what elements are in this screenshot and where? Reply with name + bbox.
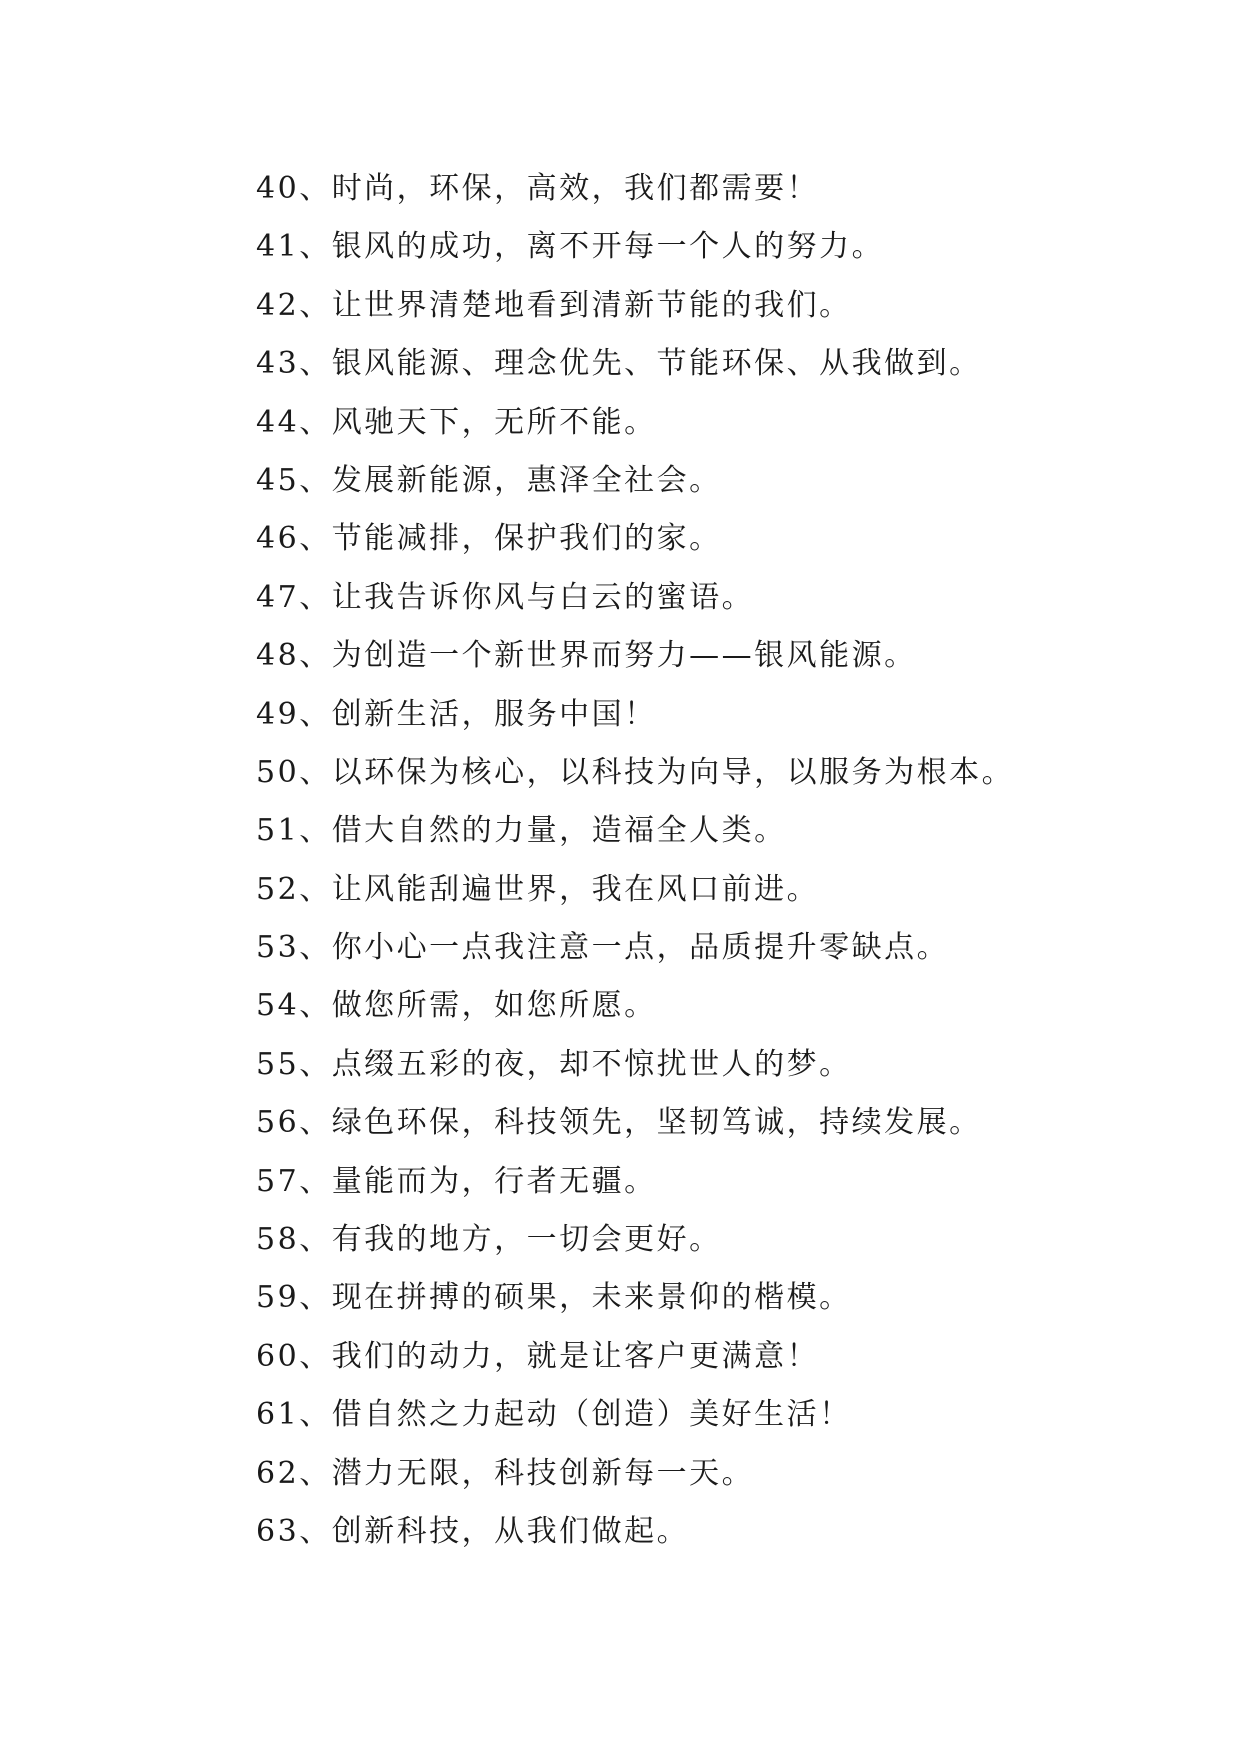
slogan-separator: 、 <box>299 988 332 1024</box>
slogan-text: 为创造一个新世界而努力——银风能源。 <box>331 638 917 674</box>
slogan-separator: 、 <box>299 930 332 966</box>
list-item <box>256 744 1014 802</box>
slogan-number: 63 <box>256 1513 300 1549</box>
slogan-text: 你小心一点我注意一点，品质提升零缺点。 <box>331 930 950 966</box>
list-item <box>256 160 1014 218</box>
slogan-text: 点缀五彩的夜，却不惊扰世人的梦。 <box>331 1046 852 1082</box>
slogan-number: 43 <box>256 346 300 382</box>
slogan-text: 银风能源、理念优先、节能环保、从我做到。 <box>331 346 982 382</box>
slogan-text: 让风能刮遍世界，我在风口前进。 <box>331 871 820 907</box>
list-item <box>256 277 1014 335</box>
list-item <box>256 1036 1014 1094</box>
list-item <box>256 394 1014 452</box>
list-item <box>256 510 1014 568</box>
list-item <box>256 1269 1014 1327</box>
slogan-separator: 、 <box>299 287 332 323</box>
slogan-number: 51 <box>256 813 300 849</box>
slogan-text: 创新生活，服务中国！ <box>331 696 657 732</box>
slogan-text: 让世界清楚地看到清新节能的我们。 <box>331 287 852 323</box>
slogan-separator: 、 <box>299 171 332 206</box>
slogan-text: 发展新能源，惠泽全社会。 <box>331 462 722 498</box>
slogan-separator: 、 <box>299 1163 332 1199</box>
list-item <box>256 1211 1014 1269</box>
slogan-number: 53 <box>256 930 300 966</box>
list-item <box>256 977 1014 1035</box>
slogan-number: 47 <box>256 579 300 615</box>
list-item <box>256 1328 1014 1386</box>
slogan-text: 银风的成功，离不开每一个人的努力。 <box>331 229 885 265</box>
slogan-number: 60 <box>256 1338 300 1374</box>
list-item <box>256 627 1014 685</box>
slogan-number: 56 <box>256 1105 300 1141</box>
slogan-text: 以环保为核心，以科技为向导，以服务为根本。 <box>331 754 1015 790</box>
slogan-text: 借自然之力起动（创造）美好生活！ <box>331 1397 852 1433</box>
slogan-text: 创新科技，从我们做起。 <box>331 1513 690 1549</box>
slogan-number: 41 <box>256 229 300 265</box>
slogan-number: 57 <box>256 1163 300 1199</box>
slogan-number: 44 <box>256 404 300 440</box>
slogan-number: 42 <box>256 287 300 323</box>
list-item <box>256 1503 1014 1561</box>
slogan-separator: 、 <box>299 521 332 557</box>
slogan-number: 59 <box>256 1280 300 1316</box>
list-item <box>256 861 1014 919</box>
slogan-separator: 、 <box>299 579 332 615</box>
slogan-separator: 、 <box>299 462 332 498</box>
slogan-text: 潜力无限，科技创新每一天。 <box>331 1455 755 1491</box>
slogan-separator: 、 <box>299 1397 332 1433</box>
slogan-text: 现在拼搏的硕果，未来景仰的楷模。 <box>331 1280 852 1316</box>
slogan-number: 58 <box>256 1222 300 1258</box>
slogan-number: 49 <box>256 696 300 732</box>
slogan-separator: 、 <box>299 1105 332 1141</box>
slogan-separator: 、 <box>299 1513 332 1549</box>
list-item <box>256 919 1014 977</box>
slogan-separator: 、 <box>299 696 332 732</box>
slogan-separator: 、 <box>299 1222 332 1258</box>
list-item <box>256 1153 1014 1211</box>
slogan-text: 做您所需，如您所愿。 <box>331 988 657 1024</box>
slogan-number: 61 <box>256 1397 300 1433</box>
slogan-text: 有我的地方，一切会更好。 <box>331 1222 722 1258</box>
slogan-separator: 、 <box>299 754 332 790</box>
slogan-number: 40 <box>256 171 300 206</box>
slogan-text: 节能减排，保护我们的家。 <box>331 521 722 557</box>
slogan-separator: 、 <box>299 229 332 265</box>
slogan-number: 50 <box>256 754 300 790</box>
slogan-number: 46 <box>256 521 300 557</box>
list-item <box>256 569 1014 627</box>
slogan-text: 量能而为，行者无疆。 <box>331 1163 657 1199</box>
slogan-list <box>256 160 1014 1561</box>
slogan-text: 风驰天下，无所不能。 <box>331 404 657 440</box>
slogan-separator: 、 <box>299 638 332 674</box>
slogan-number: 48 <box>256 638 300 674</box>
slogan-separator: 、 <box>299 1455 332 1491</box>
list-item <box>256 1445 1014 1503</box>
list-item <box>256 218 1014 276</box>
slogan-text: 让我告诉你风与白云的蜜语。 <box>331 579 755 615</box>
slogan-separator: 、 <box>299 871 332 907</box>
list-item <box>256 452 1014 510</box>
slogan-text: 借大自然的力量，造福全人类。 <box>331 813 787 849</box>
slogan-number: 62 <box>256 1455 300 1491</box>
list-item <box>256 802 1014 860</box>
slogan-separator: 、 <box>299 813 332 849</box>
slogan-number: 52 <box>256 871 300 907</box>
slogan-separator: 、 <box>299 1280 332 1316</box>
list-item <box>256 335 1014 393</box>
slogan-separator: 、 <box>299 404 332 440</box>
slogan-separator: 、 <box>299 346 332 382</box>
slogan-number: 54 <box>256 988 300 1024</box>
slogan-text: 绿色环保，科技领先，坚韧笃诚，持续发展。 <box>331 1105 982 1141</box>
slogan-number: 45 <box>256 462 300 498</box>
list-item <box>256 1386 1014 1444</box>
slogan-separator: 、 <box>299 1338 332 1374</box>
slogan-text: 我们的动力，就是让客户更满意！ <box>331 1338 820 1374</box>
slogan-separator: 、 <box>299 1046 332 1082</box>
slogan-number: 55 <box>256 1046 300 1082</box>
slogan-text: 时尚，环保，高效，我们都需要！ <box>331 171 820 206</box>
list-item <box>256 686 1014 744</box>
list-item <box>256 1094 1014 1152</box>
